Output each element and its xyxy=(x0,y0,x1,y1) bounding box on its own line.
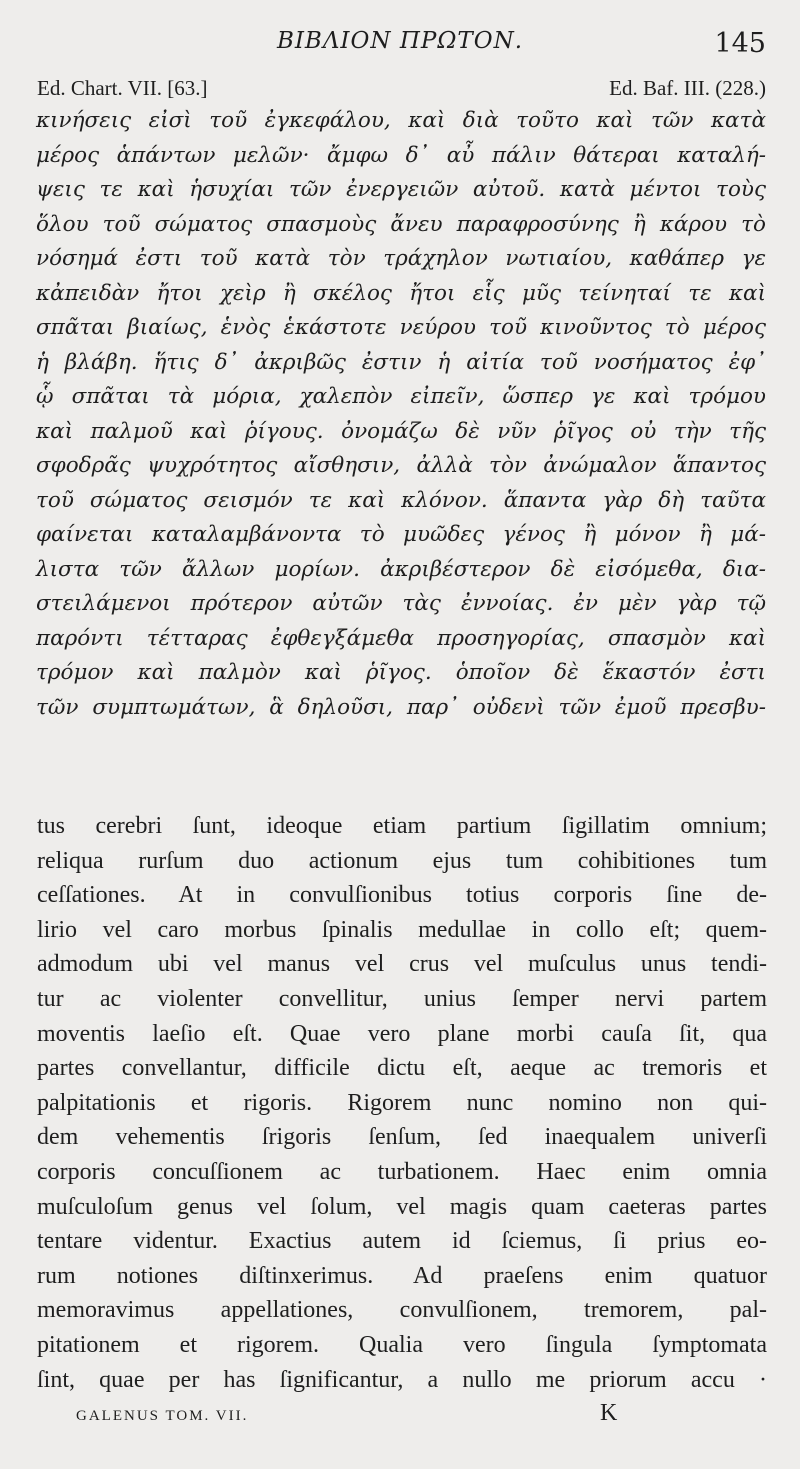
volume-footer: GALENUS TOM. VII. xyxy=(76,1408,249,1424)
greek-text-block xyxy=(36,104,766,725)
greek-line: λιστα τῶν ἄλλων μορίων. ἀκριβέστερον δὲ εἰσόμεθα, δια- xyxy=(36,556,766,582)
latin-line: corporis concuſſionem ac turbationem. Haec enim omnia xyxy=(37,1158,767,1185)
greek-line: κἀπειδὰν ἤτοι χεὶρ ἢ σκέλος ἤτοι εἷς μῦς τείνηταί τε καὶ xyxy=(36,280,766,306)
edition-reference-right: Ed. Baf. III. (228.) xyxy=(609,76,766,100)
greek-line: τοῦ σώματος σεισμόν τε καὶ κλόνον. ἅπαντα γὰρ δὴ ταῦτα xyxy=(36,487,766,513)
latin-line: palpitationis et rigoris. Rigorem nunc nomino non qui- xyxy=(37,1089,767,1116)
greek-line: κινήσεις εἰσὶ τοῦ ἐγκεφάλου, καὶ διὰ τοῦτο καὶ τῶν κατὰ xyxy=(36,108,766,133)
greek-line: σφοδρᾶς ψυχρότητος αἴσθησιν, ἀλλὰ τὸν ἀνώμαλον ἅπαντος xyxy=(36,453,766,478)
running-title: ΒΙΒΛΙΟΝ ΠΡΩΤΟΝ. xyxy=(276,28,524,54)
greek-line: νόσημά ἐστι τοῦ κατὰ τὸν τράχηλον νωτιαίου, καθάπερ γε xyxy=(36,246,766,271)
latin-line: tentare videntur. Exactius autem id ſciemus, ſi prius eo- xyxy=(37,1228,767,1255)
greek-line: ᾧ σπᾶται τὰ μόρια, χαλεπὸν εἰπεῖν, ὥσπερ γε καὶ τρόμου xyxy=(36,384,766,409)
latin-line: tus cerebri ſunt, ideoque etiam partium ſigillatim omnium; xyxy=(37,813,767,839)
latin-line: rum notiones diſtinxerimus. Ad praeſens enim quatuor xyxy=(37,1262,767,1289)
greek-line: τῶν συμπτωμάτων, ἃ δηλοῦσι, παρ᾽ οὐδενὶ τῶν ἐμοῦ πρεσβυ- xyxy=(36,694,766,720)
latin-line: admodum ubi vel manus vel crus vel muſculus unus tendi- xyxy=(37,951,767,978)
latin-line: moventis laeſio eſt. Quae vero plane morbi cauſa ſit, qua xyxy=(37,1020,767,1047)
latin-text-block xyxy=(37,809,767,1397)
signature-mark: K xyxy=(600,1400,618,1426)
greek-line: μέρος ἁπάντων μελῶν· ἄμφω δ᾽ αὖ πάλιν θάτεραι καταλή- xyxy=(36,142,766,168)
latin-line: memoravimus appellationes, convulſionem, tremorem, pal- xyxy=(37,1297,767,1324)
latin-line: lirio vel caro morbus ſpinalis medullae in collo eſt; quem- xyxy=(37,916,767,943)
greek-line: σπᾶται βιαίως, ἑνὸς ἑκάστοτε νεύρου τοῦ κινοῦντος τὸ μέρος xyxy=(36,315,766,340)
page-number: 145 xyxy=(714,28,766,59)
edition-reference-left: Ed. Chart. VII. [63.] xyxy=(37,76,208,100)
latin-line: muſculoſum genus vel ſolum, vel magis quam caeteras partes xyxy=(37,1193,767,1220)
greek-line: ψεις τε καὶ ἡσυχίαι τῶν ἐνεργειῶν αὐτοῦ. κατὰ μέντοι τοὺς xyxy=(36,177,766,202)
latin-line: ceſſationes. At in convulſionibus totius corporis ſine de- xyxy=(37,882,767,909)
greek-line: φαίνεται καταλαμβάνοντα τὸ μυῶδες γένος ἢ μόνον ἢ μά- xyxy=(36,522,766,547)
greek-line: παρόντι τέτταρας ἐφθεγξάμεθα προσηγορίας, σπασμὸν καὶ xyxy=(36,625,766,651)
latin-line: dem vehementis ſrigoris ſenſum, ſed inaequalem univerſi xyxy=(37,1124,767,1151)
latin-line: reliqua rurſum duo actionum ejus tum cohibitiones tum xyxy=(37,847,767,874)
greek-line: στειλάμενοι πρότερον αὐτῶν τὰς ἐννοίας. ἐν μὲν γὰρ τῷ xyxy=(36,591,766,616)
greek-line: ἡ βλάβη. ἥτις δ᾽ ἀκριβῶς ἐστιν ἡ αἰτία τοῦ νοσήματος ἐφ᾽ xyxy=(36,349,766,375)
greek-line: τρόμον καὶ παλμὸν καὶ ῥῖγος. ὁποῖον δὲ ἕκαστόν ἐστι xyxy=(36,660,766,685)
greek-line: καὶ παλμοῦ καὶ ῥίγους. ὀνομάζω δὲ νῦν ῥῖγος οὐ τὴν τῆς xyxy=(36,418,766,444)
latin-line: ſint, quae per has ſignificantur, a nullo me priorum accu · xyxy=(37,1366,767,1393)
latin-line: pitationem et rigorem. Qualia vero ſingula ſymptomata xyxy=(37,1331,767,1358)
latin-line: partes convellantur, difficile dictu eſt, aeque ac tremoris et xyxy=(37,1055,767,1082)
latin-line: tur ac violenter convellitur, unius ſemper nervi partem xyxy=(37,985,767,1012)
greek-line: ὅλου τοῦ σώματος σπασμοὺς ἄνευ παραφροσύνης ἢ κάρου τὸ xyxy=(36,211,766,237)
